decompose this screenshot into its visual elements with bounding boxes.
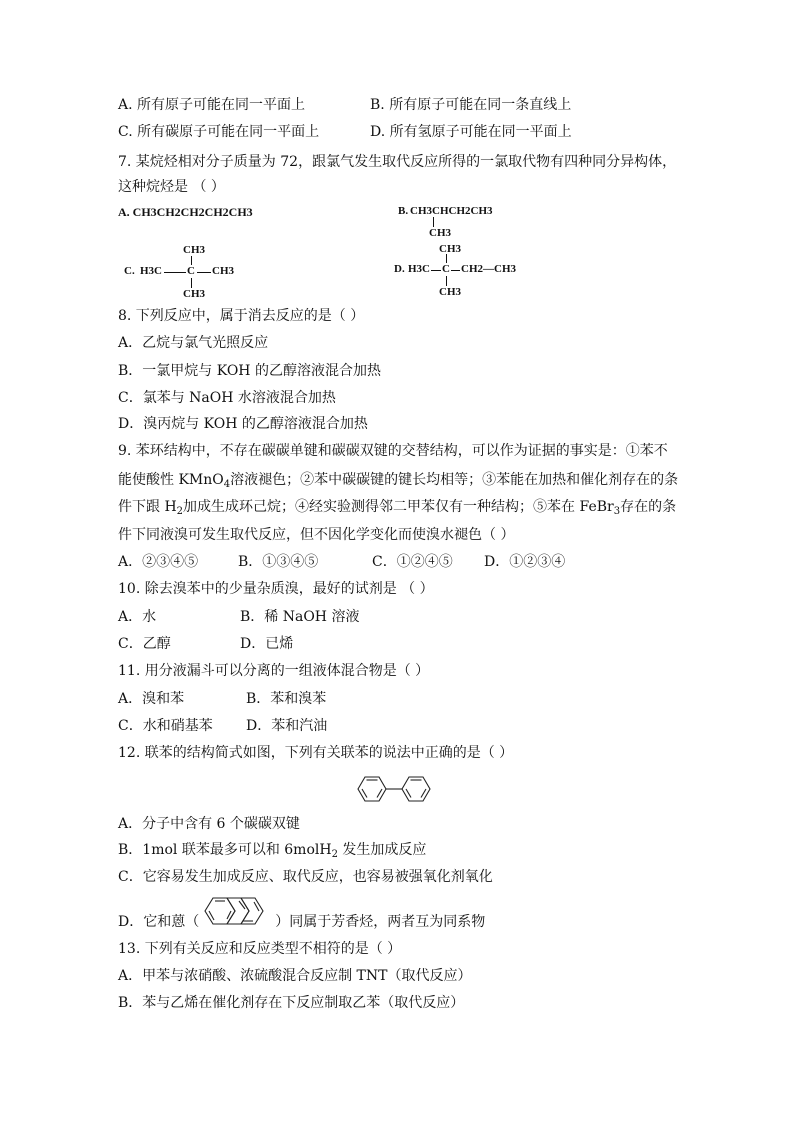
q8-option-a: A．乙烷与氯气光照反应 — [118, 335, 269, 351]
q7-stem-line1: 7. 某烷烃相对分子质量为 72，跟氯气发生取代反应所得的一氯取代物有四种同分异构体， — [118, 154, 677, 170]
q7-stem-line2: 这种烷烃是 （ ） — [118, 179, 225, 195]
q6-option-a: A. 所有原子可能在同一平面上 — [118, 97, 306, 113]
q10-option-c: C．乙醇 — [118, 636, 171, 652]
q11-stem: 11. 用分液漏斗可以分离的一组液体混合物是（ ） — [118, 663, 430, 679]
q7-option-c-bottom-group: CH3 — [183, 288, 205, 300]
q13-option-b: B．苯与乙烯在催化剂存在下反应制取乙苯（取代反应） — [118, 995, 465, 1011]
q11-option-a: A．溴和苯 — [118, 691, 185, 707]
q7-option-d-top-group: CH3 — [439, 243, 461, 255]
q12-option-a: A．分子中含有 6 个碳碳双键 — [118, 816, 300, 832]
q7-option-b-main-chain: CH3CHCH2CH3 — [410, 205, 493, 217]
q13-stem: 13. 下列有关反应和反应类型不相符的是（ ） — [118, 941, 402, 957]
q7-option-b-label: B. — [398, 205, 409, 217]
q9-option-b: B．①③④⑤ — [238, 554, 319, 570]
q7-option-d-center: C — [442, 263, 450, 275]
q9-stem-line3: 件下跟 $H_2$加成生成环己烷；④经实验测得邻二甲苯仅有一种结构；⑤苯在 FeBr$_3$存在的条 — [118, 499, 677, 517]
q6-option-d: D. 所有氢原子可能在同一平面上 — [370, 124, 572, 140]
q10-stem: 10. 除去溴苯中的少量杂质溴，最好的试剂是 （ ） — [118, 581, 434, 597]
q8-option-b: B．一氯甲烷与 KOH 的乙醇溶液混合加热 — [118, 363, 381, 379]
q7-option-c-center: C — [187, 265, 195, 277]
q12-stem: 12. 联苯的结构简式如图，下列有关联苯的说法中正确的是（ ） — [118, 745, 514, 761]
q7-option-d-left-group: H3C — [408, 263, 430, 275]
q9-option-c: C．①②④⑤ — [372, 554, 453, 570]
q9-option-d: D．①②③④ — [484, 554, 566, 570]
q7-option-c-structure — [124, 244, 254, 302]
q7-option-d-bond-bottom — [446, 276, 447, 286]
q13-option-a: A．甲苯与浓硝酸、浓硫酸混合反应制 TNT（取代反应） — [118, 968, 472, 984]
q7-option-c-bond-right — [197, 272, 211, 273]
q7-option-c-left-group: H3C — [140, 265, 162, 277]
q10-option-d: D．已烯 — [240, 636, 294, 652]
q7-option-d-structure — [394, 243, 534, 299]
q7-option-d-bond-right — [451, 270, 460, 271]
q11-option-d: D．苯和汽油 — [246, 718, 328, 734]
q12-option-d: D．它和蒽（ ）同属于芳香烃，两者互为同系物 — [118, 914, 486, 930]
q7-option-c-label: C. — [124, 265, 135, 277]
biphenyl-structure — [352, 771, 440, 807]
q11-option-b: B．苯和溴苯 — [246, 691, 327, 707]
q7-option-d-label: D. — [394, 263, 405, 275]
q7-option-d-bond-left — [431, 270, 441, 271]
q9-stem-line4: 件下同液溴可发生取代反应，但不因化学变化而使溴水褪色（ ） — [118, 527, 515, 543]
q12-option-c: C．它容易发生加成反应、取代反应，也容易被强氧化剂氧化 — [118, 869, 493, 885]
q9-option-a: A．②③④⑤ — [118, 554, 199, 570]
q7-option-c-right-group: CH3 — [212, 265, 234, 277]
q10-option-a: A．水 — [118, 609, 157, 625]
q9-stem-line1: 9. 苯环结构中，不存在碳碳单键和碳碳双键的交替结构，可以作为证据的事实是：①苯不 — [118, 443, 668, 459]
q7-option-d-bottom-group: CH3 — [439, 286, 461, 298]
anthracene-ring-2 — [227, 898, 249, 924]
anthracene-ring-3 — [241, 898, 263, 924]
q11-option-c: C．水和硝基苯 — [118, 718, 213, 734]
q7-option-c-bond-left — [164, 272, 186, 273]
q7-option-d-bond-top — [446, 254, 447, 263]
q10-option-b: B．稀 NaOH 溶液 — [240, 609, 360, 625]
q7-option-c-bond-bottom — [191, 278, 192, 288]
q7-option-d-right-group: CH2—CH3 — [461, 263, 516, 275]
q7-option-b-branch: CH3 — [429, 227, 451, 239]
q7-option-b-structure — [398, 205, 538, 241]
q9-stem-line2: 能使酸性 KMnO$_4$溶液褪色；②苯中碳碳键的键长均相等；③苯能在加热和催化剂存在的条 — [118, 472, 679, 490]
q7-option-a-formula: A. CH3CH2CH2CH2CH3 — [118, 205, 253, 219]
q6-option-b: B. 所有原子可能在同一条直线上 — [370, 97, 572, 113]
q7-option-c-top-group: CH3 — [183, 244, 205, 256]
q8-stem: 8. 下列反应中，属于消去反应的是（ ） — [118, 308, 365, 324]
q6-option-c: C. 所有碳原子可能在同一平面上 — [118, 124, 320, 140]
q7-option-b-bond — [433, 217, 434, 227]
q8-option-c: C．氯苯与 NaOH 水溶液混合加热 — [118, 390, 336, 406]
anthracene-structure — [203, 895, 275, 927]
q8-option-d: D．溴丙烷与 KOH 的乙醇溶液混合加热 — [118, 416, 368, 432]
q7-option-c-bond-top — [191, 256, 192, 265]
q12-option-b: B．1mol 联苯最多可以和 6molH$_2$ 发生加成反应 — [118, 842, 427, 860]
